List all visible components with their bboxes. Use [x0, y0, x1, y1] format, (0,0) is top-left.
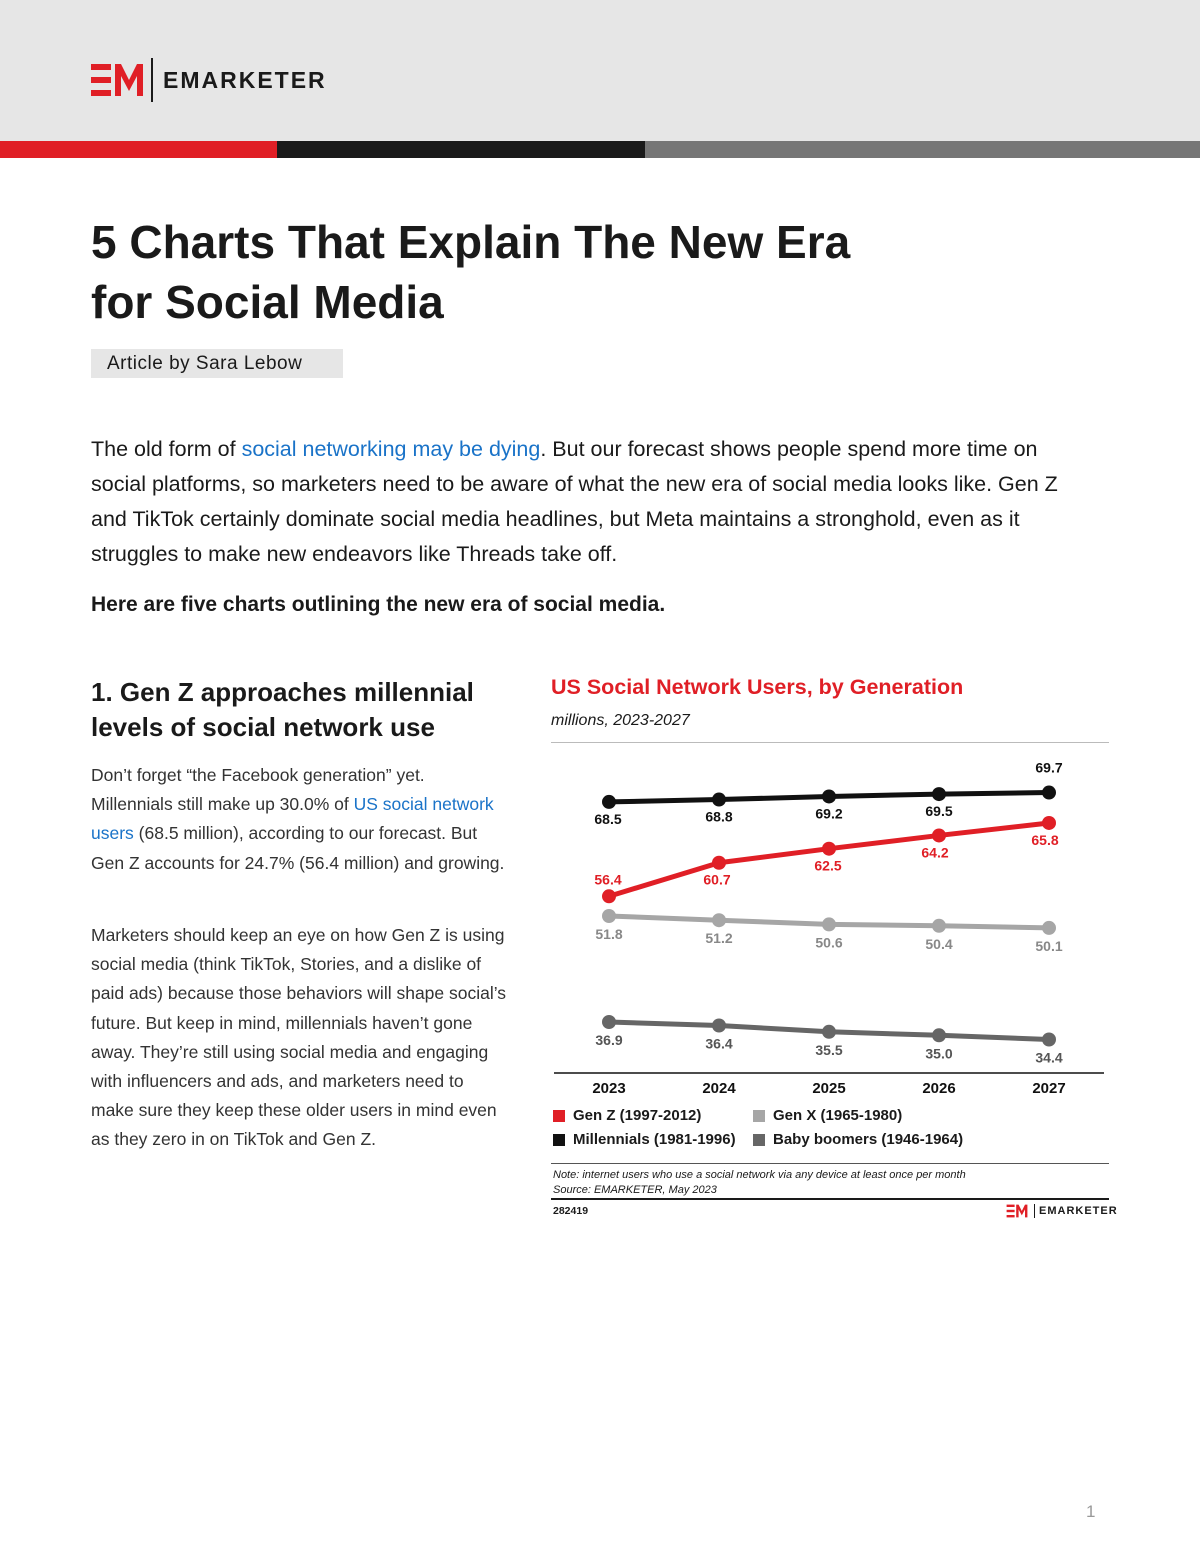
paragraph-text-start: Don’t forget “the Facebook generation” yet. Millennials still make up 30.0% of: [91, 765, 425, 815]
intro-text-start: The old form of: [91, 437, 242, 461]
data-point-gen-z-2024: [712, 856, 726, 870]
line-chart: [551, 745, 1111, 1100]
section-title: 1. Gen Z approaches millennial levels of social network use: [91, 677, 474, 742]
legend-swatch-millennials: [553, 1134, 565, 1146]
accent-band-gray: [645, 141, 1200, 158]
section-paragraph-1: [91, 761, 511, 878]
legend-label-gen-x: Gen X (1965-1980): [773, 1107, 903, 1124]
legend-swatch-gen-x: [753, 1110, 765, 1122]
em-mini-logo-mark: [1004, 1203, 1030, 1219]
data-point-gen-x-2026: [932, 919, 946, 933]
data-label-gen-x-2027: 50.1: [1035, 937, 1063, 954]
data-point-gen-x-2025: [822, 917, 836, 931]
intro-paragraph: [91, 432, 1091, 572]
data-label-gen-x-2025: 50.6: [815, 934, 843, 951]
data-label-millennials-2026: 69.5: [925, 803, 953, 820]
legend-swatch-gen-z: [553, 1110, 565, 1122]
mini-logo-divider: [1034, 1204, 1035, 1218]
x-tick-label-2023: 2023: [592, 1080, 626, 1097]
chart-id: 282419: [553, 1205, 589, 1217]
data-point-gen-z-2026: [932, 828, 946, 842]
data-label-baby-boomers-2025: 35.5: [815, 1041, 843, 1058]
chart-subtitle: millions, 2023-2027: [551, 712, 690, 729]
data-label-gen-x-2026: 50.4: [925, 935, 953, 952]
logo-wordmark: EMARKETER: [163, 66, 327, 93]
legend-swatch-baby-boomers: [753, 1134, 765, 1146]
social-networking-link[interactable]: social networking may be dying: [241, 437, 541, 461]
data-label-millennials-2025: 69.2: [815, 805, 843, 822]
data-label-gen-x-2023: 51.8: [595, 926, 623, 942]
page-title-line1: 5 Charts That Explain The New Era: [91, 216, 851, 268]
data-label-baby-boomers-2026: 35.0: [925, 1045, 953, 1062]
data-label-gen-z-2026: 64.2: [921, 844, 949, 861]
data-point-millennials-2027: [1042, 786, 1056, 800]
legend-label-gen-z: Gen Z (1997-2012): [573, 1107, 702, 1124]
header-bar: [0, 0, 1200, 141]
paragraph-text-end: (68.5 million), according to our forecast. But Gen Z accounts for 24.7% (56.4 million) and growing.: [91, 823, 505, 873]
x-tick-label-2026: 2026: [922, 1080, 956, 1097]
data-label-gen-z-2027: 65.8: [1031, 831, 1059, 848]
data-label-baby-boomers-2023: 36.9: [595, 1032, 623, 1048]
data-point-gen-z-2027: [1042, 816, 1056, 830]
data-point-millennials-2023: [602, 795, 616, 809]
data-label-baby-boomers-2024: 36.4: [705, 1035, 733, 1052]
data-point-gen-z-2025: [822, 842, 836, 856]
data-point-millennials-2024: [712, 793, 726, 807]
data-label-gen-z-2023: 56.4: [594, 871, 622, 888]
data-label-gen-x-2024: 51.2: [705, 930, 733, 947]
section-paragraph-2: Marketers should keep an eye on how Gen Z is using social media (think TikTok, Stories, and a dislike of paid ads) because those behaviors will shape social’s future. But keep in mind, millennials haven’t gone away. They’re still using social media and engaging with influencers and ads, and marketers need to make sure they keep these older users in mind even as they zero in on TikTok and Gen Z.: [91, 925, 507, 1150]
page-title: [91, 212, 991, 332]
chart-top-rule: [551, 742, 1109, 743]
x-tick-label-2025: 2025: [812, 1080, 846, 1097]
legend-item-gen-x: [753, 1107, 902, 1124]
data-label-millennials-2023: 68.5: [594, 810, 622, 827]
data-point-baby-boomers-2025: [822, 1025, 836, 1039]
data-label-millennials-2024: 68.8: [705, 808, 733, 825]
data-point-baby-boomers-2027: [1042, 1033, 1056, 1047]
page-title-line2: for Social Media: [91, 276, 444, 328]
data-label-millennials-2027: 69.7: [1035, 759, 1063, 776]
accent-band-red: [0, 141, 277, 158]
chart-logo: [1004, 1203, 1118, 1219]
us-social-network-users-link[interactable]: US social network users: [91, 794, 494, 844]
chart-title: US Social Network Users, by Generation: [551, 675, 964, 699]
data-label-baby-boomers-2027: 34.4: [1035, 1049, 1063, 1066]
data-point-baby-boomers-2023: [602, 1015, 616, 1029]
logo-divider: [151, 58, 153, 102]
legend-label-millennials: Millennials (1981-1996): [573, 1131, 736, 1148]
data-label-gen-z-2024: 60.7: [703, 871, 731, 888]
emarketer-logo[interactable]: [91, 58, 327, 102]
legend-item-millennials: [553, 1131, 736, 1148]
legend-label-baby-boomers: Baby boomers (1946-1964): [773, 1131, 964, 1148]
legend-item-gen-z: [553, 1107, 701, 1124]
legend-item-baby-boomers: [753, 1131, 963, 1148]
x-tick-label-2024: 2024: [702, 1080, 736, 1097]
lead-sentence: Here are five charts outlining the new era of social media.: [91, 593, 666, 616]
chart-note-text: Note: internet users who use a social network via any device at least once per month: [553, 1169, 966, 1181]
chart-bottom-rule: [551, 1198, 1109, 1200]
author-byline: Article by Sara Lebow: [91, 349, 343, 378]
x-tick-label-2027: 2027: [1032, 1080, 1066, 1097]
data-point-millennials-2025: [822, 789, 836, 803]
data-label-gen-z-2025: 62.5: [814, 857, 842, 874]
chart-source: Source: EMARKETER, May 2023: [553, 1184, 717, 1196]
data-point-baby-boomers-2026: [932, 1028, 946, 1042]
data-point-baby-boomers-2024: [712, 1019, 726, 1033]
data-point-gen-x-2024: [712, 913, 726, 927]
data-point-millennials-2026: [932, 787, 946, 801]
data-point-gen-z-2023: [602, 889, 616, 903]
data-point-gen-x-2023: [602, 909, 616, 923]
em-logo-mark: [91, 60, 143, 100]
data-point-gen-x-2027: [1042, 921, 1056, 935]
accent-band-black: [277, 141, 645, 158]
page-number: 1: [1086, 1502, 1096, 1521]
intro-text-end: . But our forecast shows people spend more time on social platforms, so marketers need to be aware of what the new era of social media looks like. Gen Z and TikTok certainly dominate social media headlines, but Meta maintains a stronghold, even as it struggles to make new endeavors like Threads take off.: [91, 437, 1058, 566]
mini-logo-wordmark: EMARKETER: [1039, 1205, 1118, 1217]
chart-note: [553, 1168, 966, 1198]
chart-note-rule: [551, 1163, 1109, 1164]
